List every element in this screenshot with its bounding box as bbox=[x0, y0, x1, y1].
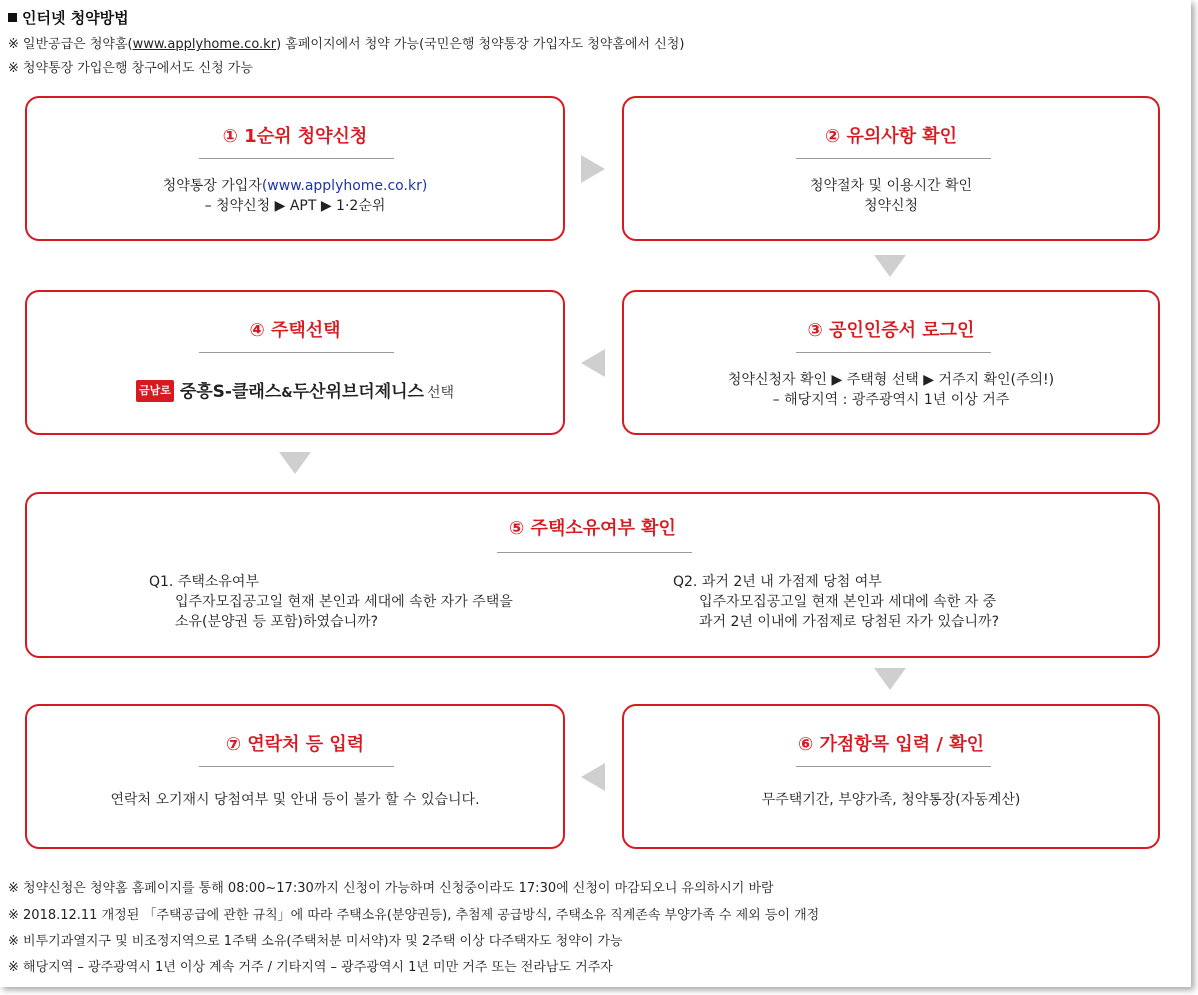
divider bbox=[796, 158, 991, 159]
step-2-box bbox=[622, 96, 1160, 241]
note-text: 일반공급은 청약홈( bbox=[22, 37, 133, 52]
header-note-1 bbox=[8, 33, 684, 52]
divider bbox=[199, 352, 394, 353]
divider bbox=[199, 158, 394, 159]
step-6-title: ⑥ 가점항목 입력 / 확인 bbox=[798, 734, 984, 755]
step-3-title: ③ 공인인증서 로그인 bbox=[807, 320, 975, 341]
question-2-line-1: 입주자모집공고일 현재 본인과 세대에 속한 자 중 bbox=[699, 594, 997, 610]
note-text: 청약통장 가입은행 창구에서도 신청 가능 bbox=[22, 61, 253, 76]
question-1-heading: Q1. 주택소유여부 bbox=[149, 574, 259, 590]
question-1 bbox=[149, 572, 513, 632]
brand-name-1: 중흥S-클래스 bbox=[179, 382, 282, 402]
note-mark: ※ bbox=[8, 37, 19, 52]
step-3-line-1: 청약신청자 확인 ▶ 주택형 선택 ▶ 거주지 확인(주의!) bbox=[727, 372, 1055, 388]
step-6-line-1: 무주택기간, 부양가족, 청약통장(자동계산) bbox=[761, 792, 1021, 808]
arrow-down-icon bbox=[874, 668, 906, 690]
step-3-line-2: – 해당지역 : 광주광역시 1년 이상 거주 bbox=[772, 392, 1010, 408]
question-1-line-1: 입주자모집공고일 현재 본인과 세대에 속한 자가 주택을 bbox=[175, 594, 513, 610]
applyhome-link[interactable]: (www.applyhome.co.kr) bbox=[261, 178, 428, 194]
step-7-line-1: 연락처 오기재시 당첨여부 및 안내 등이 불가 할 수 있습니다. bbox=[110, 792, 480, 808]
arrow-down-icon bbox=[279, 452, 311, 474]
applyhome-link[interactable]: www.applyhome.co.kr bbox=[132, 37, 277, 52]
step-1-body bbox=[27, 176, 563, 216]
step-1-box bbox=[25, 96, 565, 241]
footer-note-3: ※ 비투기과열지구 및 비조정지역으로 1주택 소유(주택처분 미서약)자 및 2주택 이상 다주택자도 청약이 가능 bbox=[8, 934, 623, 949]
step-1-title: ① 1순위 청약신청 bbox=[222, 126, 368, 147]
divider bbox=[796, 352, 991, 353]
location-badge: 금남로 bbox=[136, 380, 174, 402]
step-2-line-1: 청약절차 및 이용시간 확인 bbox=[809, 178, 973, 194]
question-2-line-2: 과거 2년 이내에 가점제로 당첨된 자가 있습니까? bbox=[699, 614, 999, 630]
step-5-title: ⑤ 주택소유여부 확인 bbox=[509, 518, 676, 539]
step-4-body bbox=[27, 380, 563, 404]
brand-ampersand: & bbox=[281, 386, 293, 401]
divider bbox=[796, 766, 991, 767]
square-bullet-icon bbox=[8, 13, 17, 22]
divider bbox=[497, 552, 692, 553]
header-note-2 bbox=[8, 57, 253, 76]
step-7-box bbox=[25, 704, 565, 849]
arrow-left-icon bbox=[581, 763, 605, 791]
step-6-box bbox=[622, 704, 1160, 849]
step-4-box bbox=[25, 290, 565, 435]
arrow-left-icon bbox=[581, 349, 605, 377]
brand-name-2: 두산위브더제니스 bbox=[292, 382, 424, 402]
step-7-title: ⑦ 연락처 등 입력 bbox=[225, 734, 365, 755]
section-title-text: 인터넷 청약방법 bbox=[22, 9, 129, 27]
section-title bbox=[8, 7, 129, 28]
note-mark: ※ bbox=[8, 61, 19, 76]
arrow-right-icon bbox=[581, 155, 605, 183]
step-5-box bbox=[25, 492, 1160, 658]
step-2-body bbox=[624, 176, 1158, 216]
arrow-down-icon bbox=[874, 255, 906, 277]
step-2-line-2: 청약신청 bbox=[863, 198, 919, 214]
note-text: ) 홈페이지에서 청약 가능(국민은행 청약통장 가입자도 청약홈에서 신청) bbox=[276, 37, 685, 52]
step-2-title: ② 유의사항 확인 bbox=[824, 126, 958, 147]
footer-note-4: ※ 해당지역 – 광주광역시 1년 이상 계속 거주 / 기타지역 – 광주광역시 1년 미만 거주 또는 전라남도 거주자 bbox=[8, 960, 613, 975]
question-2 bbox=[673, 572, 999, 632]
question-2-heading: Q2. 과거 2년 내 가점제 당첨 여부 bbox=[673, 574, 882, 590]
step-4-title: ④ 주택선택 bbox=[249, 320, 341, 341]
question-1-line-2: 소유(분양권 등 포함)하였습니까? bbox=[175, 614, 379, 630]
footer-note-1: ※ 청약신청은 청약홈 홈페이지를 통해 08:00~17:30까지 신청이 가능하며 신청중이라도 17:30에 신청이 마감되오니 유의하시기 바람 bbox=[8, 881, 774, 896]
step-1-line-1: 청약통장 가입자 bbox=[162, 178, 262, 194]
select-label: 선택 bbox=[426, 385, 455, 401]
divider bbox=[199, 766, 394, 767]
step-1-line-2: – 청약신청 ▶ APT ▶ 1·2순위 bbox=[204, 198, 386, 214]
footer-note-2: ※ 2018.12.11 개정된 「주택공급에 관한 규칙」에 따라 주택소유(분양권등), 추첨제 공급방식, 주택소유 직계존속 부양가족 수 제외 등이 개정 bbox=[8, 908, 820, 923]
step-3-body bbox=[624, 370, 1158, 410]
step-3-box bbox=[622, 290, 1160, 435]
